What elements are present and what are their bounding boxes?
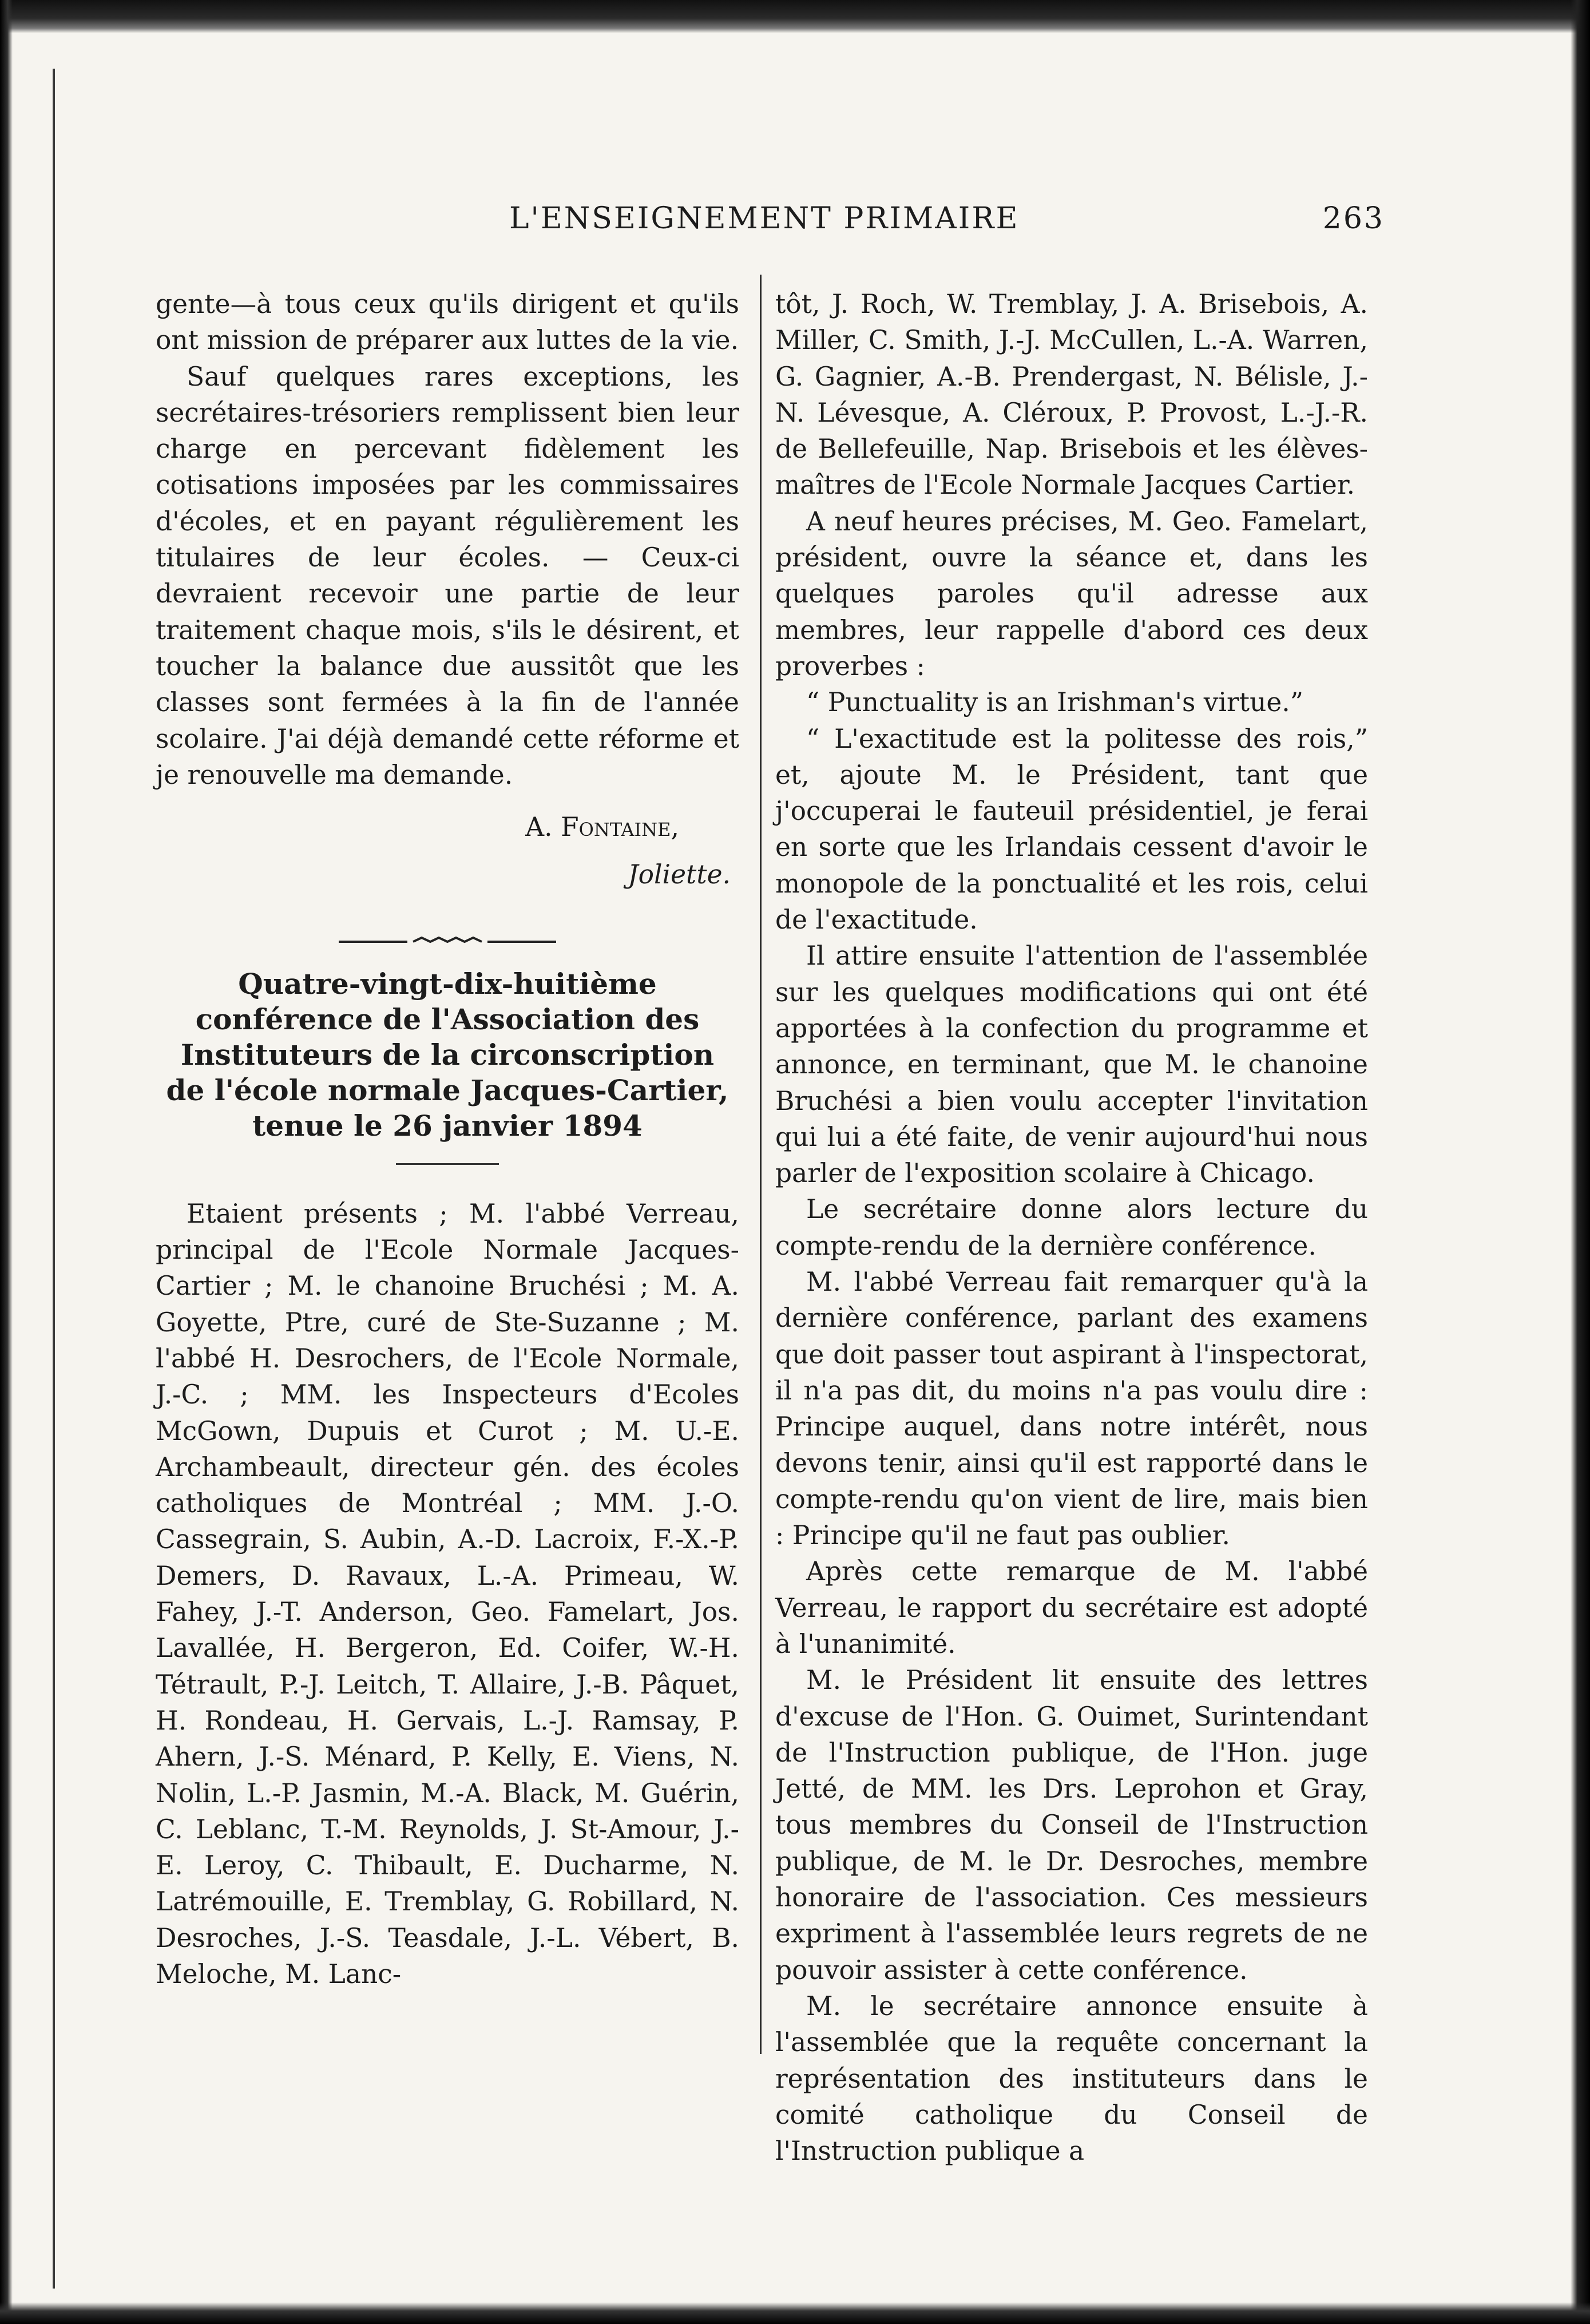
paragraph: Après cette remarque de M. l'abbé Verreau, le rapport du secrétaire est adopté à l'unanimité. xyxy=(775,1556,1368,1659)
paragraph: M. l'abbé Verreau fait remarquer qu'à la dernière conférence, parlant des examens que doit passer tout aspirant à l'inspectorat, il n'a pas dit, du moins n'a pas voulu dire : Principe auquel, dans notre intérêt, nous devons tenir, ainsi qu'il est rapporté dans le compte-rendu qu'on vient de lire, mais bien : Principe qu'il ne faut pas oublier. xyxy=(775,1267,1368,1551)
right-column xyxy=(775,286,1368,2169)
paragraph: gente—à tous ceux qu'ils dirigent et qu'ils ont mission de préparer aux luttes de la vie. xyxy=(156,289,739,356)
binding-line xyxy=(53,69,55,2289)
page-header xyxy=(149,201,1385,247)
paragraph: A neuf heures précises, M. Geo. Famelart, président, ouvre la séance et, dans les quelques paroles qu'il adresse aux membres, leur rappelle d'abord ces deux proverbes : xyxy=(775,506,1368,681)
page-number: 263 xyxy=(1322,201,1385,236)
paragraph: Il attire ensuite l'attention de l'assemblée sur les quelques modifications qui ont été apportées à la confection du programme et annonce, en terminant, que M. le chanoine Bruchési a bien voulu accepter l'invitation qui lui a été faite, de venir aujourd'hui nous parler de l'exposition scolaire à Chicago. xyxy=(775,941,1368,1189)
scan-edge-left xyxy=(0,0,13,2324)
running-title: L'ENSEIGNEMENT PRIMAIRE xyxy=(509,201,1020,236)
signature-place: Joliette. xyxy=(628,859,731,890)
paragraph: tôt, J. Roch, W. Tremblay, J. A. Brisebois, A. Miller, C. Smith, J.-J. McCullen, L.-A. Warren, G. Gagnier, A.-B. Prendergast, N. Bélisle, J.-N. Lévesque, A. Cléroux, P. Provost, L.-J.-R. de Bellefeuille, Nap. Brisebois et les élèves-maîtres de l'Ecole Normale Jacques Cartier. xyxy=(775,289,1368,501)
section-heading: Quatre-vingt-dix-huitième conférence de l'Association des Instituteurs de la circonscription de l'école normale Jacques-Cartier, tenue le 26 janvier 1894 xyxy=(166,966,729,1143)
scan-edge-top xyxy=(0,0,1590,33)
left-column xyxy=(156,286,739,1992)
quote: “ L'exactitude est la politesse des rois,” et, ajoute M. le Président, tant que j'occuperai le fauteuil présidentiel, je ferai en sorte que les Irlandais cessent d'avoir le monopole de la ponctualité et les rois, celui de l'exactitude. xyxy=(775,723,1368,935)
paragraph: Sauf quelques rares exceptions, les secrétaires-trésoriers remplissent bien leur charge en percevant fidèlement les cotisations imposées par les commissaires d'écoles, et en payant régulièrement les titulaires de leur écoles. — Ceux-ci devraient recevoir une partie de leur traitement chaque mois, s'ils le désirent, et toucher la balance due aussitôt que les classes sont fermées à la fin de l'année scolaire. J'ai déjà demandé cette réforme et je renouvelle ma demande. xyxy=(156,361,739,790)
ornament-divider xyxy=(333,933,562,950)
column-divider xyxy=(760,275,762,2054)
short-rule xyxy=(396,1163,499,1165)
scan-edge-bottom xyxy=(0,2302,1590,2324)
scan-edge-right xyxy=(1571,0,1590,2324)
signature-name: A. Fontaine, xyxy=(525,812,679,843)
quote: “ Punctuality is an Irishman's virtue.” xyxy=(806,687,1304,718)
paragraph: M. le secrétaire annonce ensuite à l'assemblée que la requête concernant la représentation des instituteurs dans le comité catholique du Conseil de l'Instruction publique a xyxy=(775,1990,1368,2167)
paragraph: M. le Président lit ensuite des lettres d'excuse de l'Hon. G. Ouimet, Surintendant de l'Instruction publique, de l'Hon. juge Jetté, de MM. les Drs. Leprohon et Gray, tous membres du Conseil de l'Instruction publique, de M. le Dr. Desroches, membre honoraire de l'association. Ces messieurs expriment à l'assemblée leurs regrets de ne pouvoir assister à cette conférence. xyxy=(775,1665,1368,1985)
paragraph: Le secrétaire donne alors lecture du compte-rendu de la dernière conférence. xyxy=(775,1194,1368,1261)
paragraph: Etaient présents ; M. l'abbé Verreau, principal de l'Ecole Normale Jacques-Cartier ; M. le chanoine Bruchési ; M. A. Goyette, Ptre, curé de Ste-Suzanne ; M. l'abbé H. Desrochers, de l'Ecole Normale, J.-C. ; MM. les Inspecteurs d'Ecoles McGown, Dupuis et Curot ; M. U.-E. Archambeault, directeur gén. des écoles catholiques de Montréal ; MM. J.-O. Cassegrain, S. Aubin, A.-D. Lacroix, F.-X.-P. Demers, D. Ravaux, L.-A. Primeau, W. Fahey, J.-T. Anderson, Geo. Famelart, Jos. Lavallée, H. Bergeron, Ed. Coifer, W.-H. Tétrault, P.-J. Leitch, T. Allaire, J.-B. Pâquet, H. Rondeau, H. Gervais, L.-J. Ramsay, P. Ahern, J.-S. Ménard, P. Kelly, E. Viens, N. Nolin, L.-P. Jasmin, M.-A. Black, M. Guérin, C. Leblanc, T.-M. Reynolds, J. St-Amour, J.-E. Leroy, C. Thibault, E. Ducharme, N. Latrémouille, E. Tremblay, G. Robillard, N. Desroches, J.-S. Teasdale, J.-L. Vébert, B. Meloche, M. Lanc- xyxy=(156,1198,739,1989)
